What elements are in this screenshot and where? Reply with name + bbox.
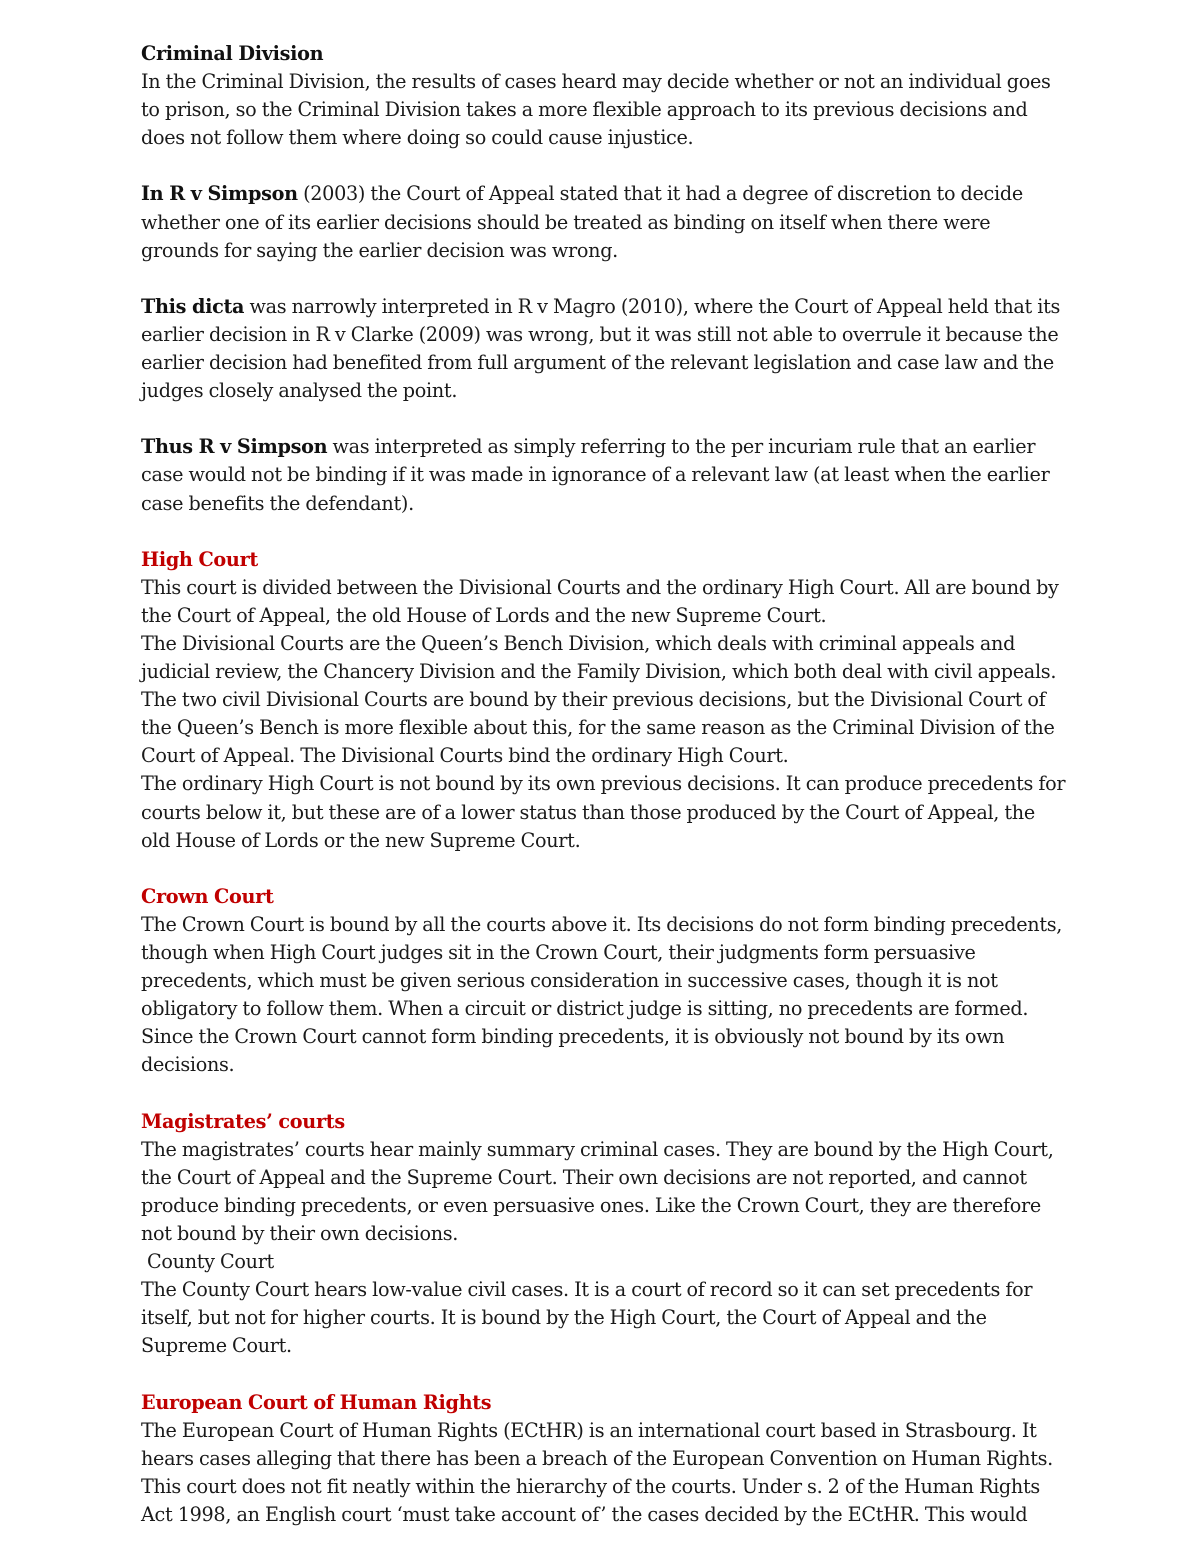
section-heading-crown-court: Crown Court xyxy=(141,884,274,908)
high-court-paragraph-1: This court is divided between the Divisional Courts and the ordinary High Court. All are bound by the Court of Appeal, the old House of Lords and the new Supreme Court. xyxy=(141,575,1059,627)
criminal-division-paragraph-4 xyxy=(141,433,1066,517)
paragraph-gap xyxy=(141,518,1066,546)
section-heading-criminal-division: Criminal Division xyxy=(141,42,324,65)
criminal-division-paragraph-3 xyxy=(141,293,1066,405)
section-heading-echr: European Court of Human Rights xyxy=(141,1390,492,1414)
paragraph-text: was narrowly interpreted in R v Magro (2010), where the Court of Appeal held that its earlier decision in R v Clarke (2009) was wrong, but it was still not able to overrule it because the earlier decision had benefited from full argument of the relevant legislation and case law and the judges closely analysed the point. xyxy=(141,294,1061,403)
paragraph-gap xyxy=(141,405,1066,433)
county-court-paragraph-1: The County Court hears low-value civil cases. It is a court of record so it can set precedents for itself, but not for higher courts. It is bound by the High Court, the Court of Appeal and the Supreme Court. xyxy=(141,1278,1033,1358)
paragraph-gap xyxy=(141,855,1066,883)
paragraph-text: (2003) the Court of Appeal stated that it had a degree of discretion to decide whether one of its earlier decisions should be treated as binding on itself when there were grounds for saying the earlier decision was wrong. xyxy=(141,182,1023,262)
paragraph-gap xyxy=(141,265,1066,293)
paragraph-gap xyxy=(141,1079,1066,1107)
section-heading-high-court: High Court xyxy=(141,547,258,571)
criminal-division-paragraph-1: In the Criminal Division, the results of cases heard may decide whether or not an individual goes to prison, so the Criminal Division takes a more flexible approach to its previous decisions and does not follow them where doing so could cause injustice. xyxy=(141,70,1051,150)
section-heading-magistrates-courts: Magistrates’ courts xyxy=(141,1109,345,1133)
bold-lead-this-dicta: This dicta xyxy=(141,294,245,318)
case-name-r-v-simpson: In R v Simpson xyxy=(141,182,298,206)
high-court-paragraph-2: The Divisional Courts are the Queen’s Bench Division, which deals with criminal appeals and judicial review, the Chancery Division and the Family Division, which both deal with civil appeals. The two civil Divisional Courts are bound by their previous decisions, but the Divisional Court of the Queen’s Bench is more flexible about this, for the same reason as the Criminal Division of the Court of Appeal. The Divisional Courts bind the ordinary High Court. xyxy=(141,631,1057,768)
document-page xyxy=(141,40,1066,1529)
echr-paragraph-1: The European Court of Human Rights (ECtHR) is an international court based in Strasbourg. It hears cases alleging that there has been a breach of the European Convention on Human Rights. This court does not fit neatly within the hierarchy of the courts. Under s. 2 of the Human Rights Act 1998, an English court ‘must take account of’ the cases decided by the ECtHR. This would xyxy=(141,1418,1053,1526)
high-court-paragraph-3: The ordinary High Court is not bound by its own previous decisions. It can produce precedents for courts below it, but these are of a lower status than those produced by the Court of Appeal, the old House of Lords or the new Supreme Court. xyxy=(141,772,1066,852)
paragraph-gap xyxy=(141,1360,1066,1388)
section-heading-county-court: County Court xyxy=(147,1250,274,1274)
criminal-division-paragraph-2 xyxy=(141,180,1066,264)
paragraph-text: was interpreted as simply referring to the per incuriam rule that an earlier case would not be binding if it was made in ignorance of a relevant law (at least when the earlier case benefits the defendant). xyxy=(141,435,1050,515)
paragraph-gap xyxy=(141,152,1066,180)
bold-lead-thus-r-v-simpson: Thus R v Simpson xyxy=(141,435,328,459)
crown-court-paragraph-1: The Crown Court is bound by all the courts above it. Its decisions do not form binding precedents, though when High Court judges sit in the Crown Court, their judgments form persuasive precedents, which must be given serious consideration in successive cases, though it is not obligatory to follow them. When a circuit or district judge is sitting, no precedents are formed. Since the Crown Court cannot form binding precedents, it is obviously not bound by its own decisions. xyxy=(141,912,1063,1077)
magistrates-courts-paragraph-1: The magistrates’ courts hear mainly summary criminal cases. They are bound by the High Court, the Court of Appeal and the Supreme Court. Their own decisions are not reported, and cannot produce binding precedents, or even persuasive ones. Like the Crown Court, they are therefore not bound by their own decisions. xyxy=(141,1137,1054,1245)
